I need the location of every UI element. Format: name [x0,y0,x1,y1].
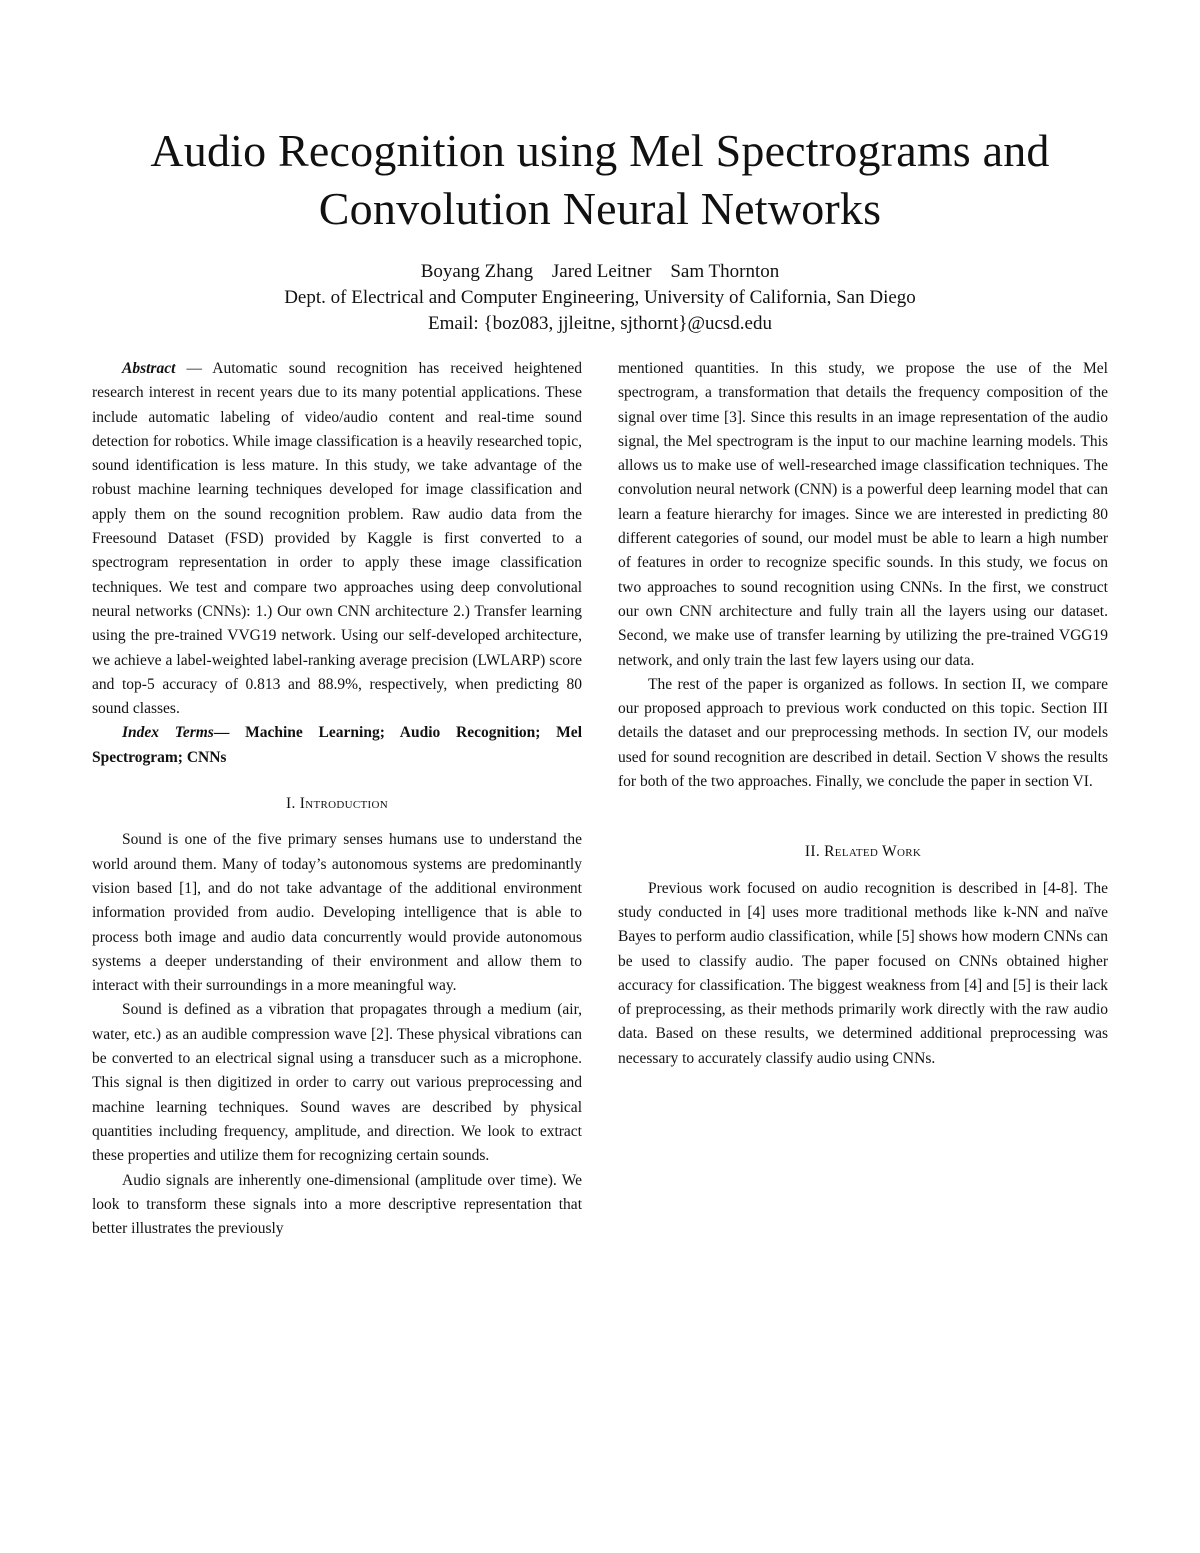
paragraph: Sound is defined as a vibration that propagates through a medium (air, water, etc.) as an audible compression wave [2]. These physical vibrations can be converted to an electrical signal using a transducer such as a microphone. This signal is then digitized in order to carry out various preprocessing and machine learning techniques. Sound waves are described by physical quantities including frequency, amplitude, and direction. We look to extract these properties and utilize them for recognizing certain sounds. [92,1001,582,1165]
paragraph: mentioned quantities. In this study, we propose the use of the Mel spectrogram, a transformation that details the frequency composition of the signal over time [3]. Since this results in an image representation of the audio signal, the Mel spectrogram is the input to our machine learning models. This allows us to make use of well-researched image classification techniques. The convolution neural network (CNN) is a powerful deep learning model that can learn a feature hierarchy for images. Since we are interested in predicting 80 different categories of sound, our model must be able to learn a high number of features in order to recognize specific sounds. In this study, we focus on two approaches to sound recognition using CNNs. In the first, we construct our own CNN architecture and fully train all the layers using our dataset. Second, we make use of transfer learning by utilizing the pre-trained VGG19 network, and only train the last few layers using our data. [618,360,1108,669]
section-heading-introduction: I. Introduction [285,795,388,813]
paragraph: The rest of the paper is organized as follows. In section II, we compare our proposed approach to previous work conducted on this topic. Section III details the dataset and our preprocessing methods. In section IV, our models used for sound recognition are described in detail. Section V shows the results for both of the two approaches. Finally, we conclude the paper in section VI. [618,675,1108,791]
abstract [92,357,582,721]
abstract-label: Abstract [122,360,176,377]
index-terms-text: — Machine Learning; Audio Recognition; Mel Spectrogram; CNNs [92,724,582,766]
abstract-text: — Automatic sound recognition has received heightened research interest in recent years due to its many potential applications. These include automatic labeling of video/audio content and real-time sound detection for robotics. While image classification is a heavily researched topic, sound identification is less mature. In this study, we take advantage of the robust machine learning techniques developed for image classification and apply them on the sound recognition problem. Raw audio data from the Freesound Dataset (FSD) provided by Kaggle is first converted to a spectrogram representation in order to apply these image classification techniques. We test and compare two approaches using deep convolutional neural networks (CNNs): 1.) Our own CNN architecture 2.) Transfer learning using the pre-trained VVG19 network. Using our self-developed architecture, we achieve a label-weighted label-ranking average precision (LWLARP) score and top-5 accuracy of 0.813 and 88.9%, respectively, when predicting 80 sound classes. [92,360,582,718]
author-list [80,260,1120,284]
right-column [618,357,1108,1071]
author-name: Boyang Zhang [420,261,534,282]
paragraph: Sound is one of the five primary senses humans use to understand the world around them. Many of today’s autonomous systems are predominantly vision based [1], and do not take advantage of the additional environment information provided from audio. Developing intelligence that is able to process both image and audio data concurrently would provide autonomous systems a deeper understanding of their environment and allow them to interact with their surroundings in a more meaningful way. [92,831,582,995]
title-line-1: Audio Recognition using Mel Spectrograms and [150,125,1050,176]
title-line-2: Convolution Neural Networks [318,183,882,234]
affiliation: Dept. of Electrical and Computer Engineering, University of California, San Diego [284,287,916,308]
paper-title [80,122,1120,238]
author-email: Email: {boz083, jjleitne, sjthornt}@ucsd.edu [428,313,772,334]
paragraph: Audio signals are inherently one-dimensional (amplitude over time). We look to transform these signals into a more descriptive representation that better illustrates the previously [92,1171,582,1238]
paragraph: Previous work focused on audio recognition is described in [4-8]. The study conducted in [4] uses more traditional methods like k-NN and naïve Bayes to perform audio classification, while [5] shows how modern CNNs can be used to classify audio. The paper focused on CNNs obtained higher accuracy for classification. The biggest weakness from [4] and [5] is their lack of preprocessing, as their methods primarily work directly with the raw audio data. Based on these results, we determined additional preprocessing was necessary to accurately classify audio using CNNs. [618,879,1108,1067]
author-name: Jared Leitner [551,261,652,282]
section-heading-related-work: II. Related Work [804,843,922,861]
index-terms-label: Index Terms [122,724,214,742]
index-terms [92,721,582,770]
left-column [92,357,582,1241]
author-name: Sam Thornton [670,261,780,282]
